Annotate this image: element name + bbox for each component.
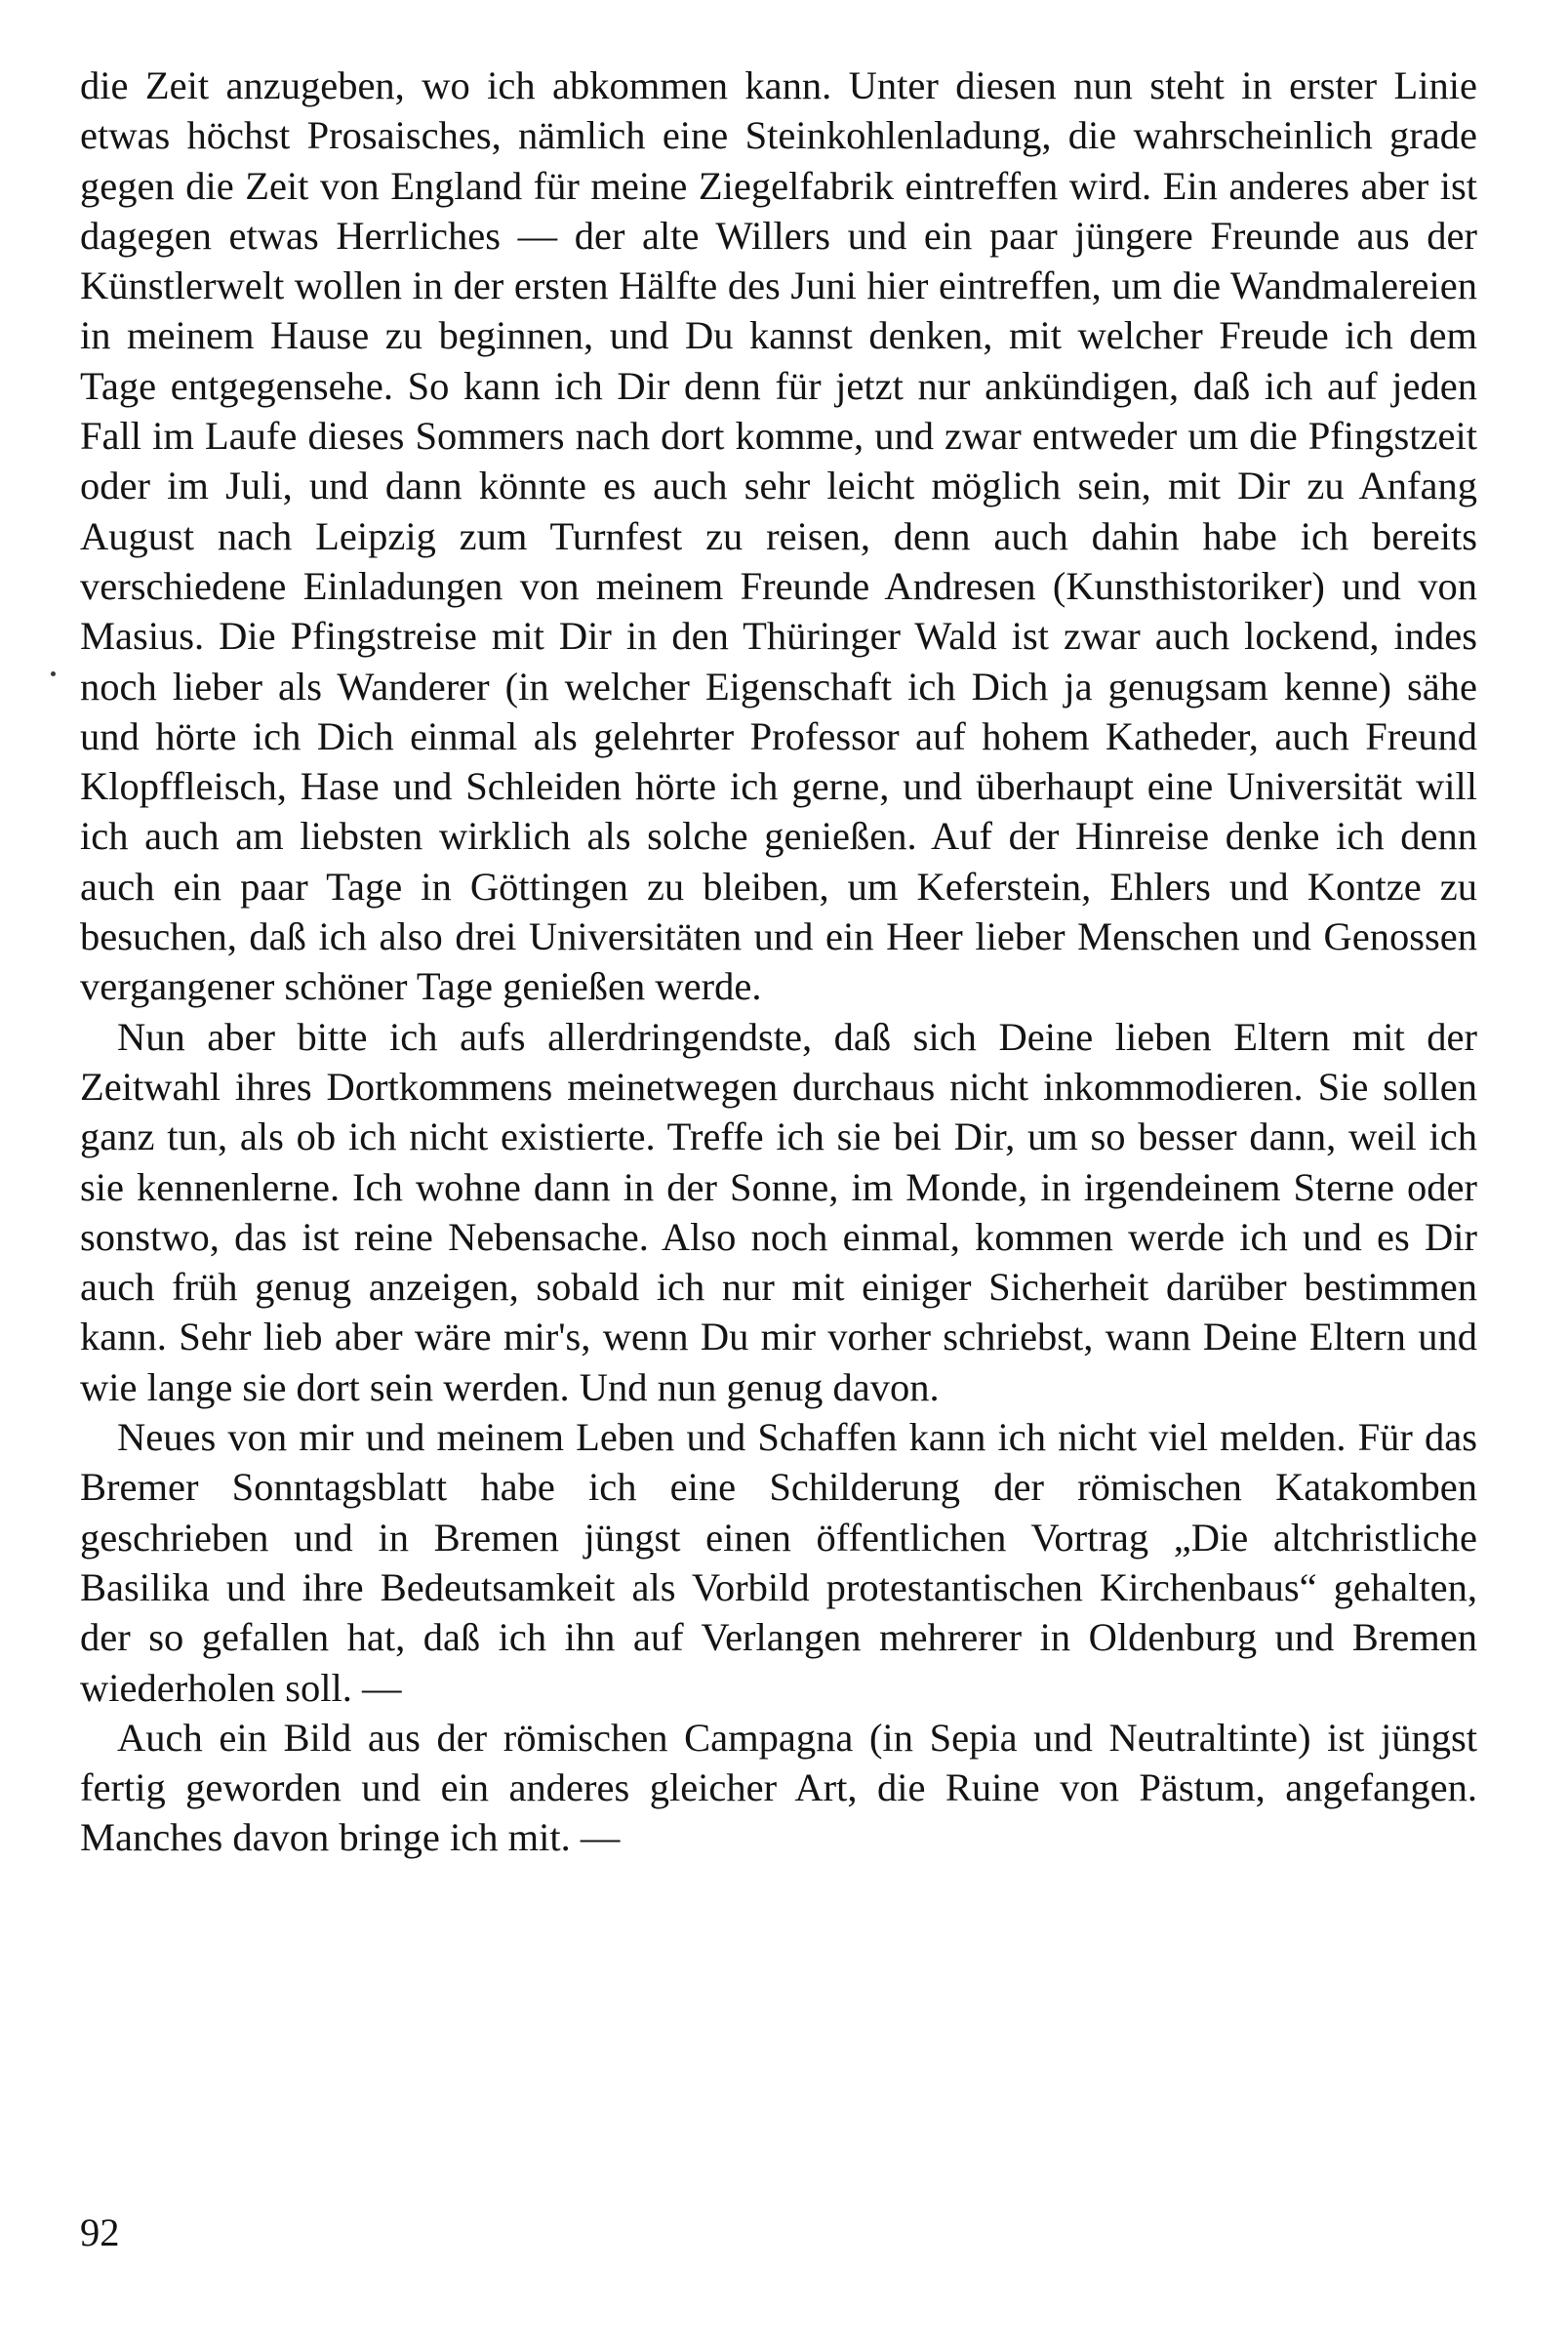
margin-dot <box>51 671 56 676</box>
paragraph-4: Auch ein Bild aus der römischen Campagna (in Sepia und Neutraltinte) ist jüngst fertig geworden und ein anderes gleicher Art, die Ruine von Pästum, angefangen. Manches davon bringe ich mit. — <box>80 1715 1477 1860</box>
paragraph-2: Nun aber bitte ich aufs allerdringendste, daß sich Deine lieben Eltern mit der Zeitwahl ihres Dortkommens meinetwegen durchaus nicht inkommodieren. Sie sollen ganz tun, als ob ich nicht existierte. Treffe ich sie bei Dir, um so besser dann, weil ich sie kennenlerne. Ich wohne dann in der Sonne, im Monde, in irgendeinem Sterne oder sonstwo, das ist reine Nebensache. Also noch einmal, kommen werde ich und es Dir auch früh genug anzeigen, sobald ich nur mit einiger Sicherheit darüber bestimmen kann. Sehr lieb aber wäre mir's, wenn Du mir vorher schriebst, wann Deine Eltern und wie lange sie dort sein werden. Und nun genug davon. <box>80 1014 1477 1409</box>
body-text <box>80 61 1477 1863</box>
page-number: 92 <box>80 2210 120 2254</box>
paragraph-3: Neues von mir und meinem Leben und Schaffen kann ich nicht viel melden. Für das Bremer Sonntagsblatt habe ich eine Schilderung der römischen Katakomben geschrieben und in Bremen jüngst einen öffentlichen Vortrag „Die altchristliche Basilika und ihre Bedeutsamkeit als Vorbild protestantischen Kirchenbaus“ gehalten, der so gefallen hat, daß ich ihn auf Verlangen mehrerer in Oldenburg und Bremen wiederholen soll. — <box>80 1415 1477 1710</box>
paragraph-1: die Zeit anzugeben, wo ich abkommen kann. Unter diesen nun steht in erster Linie etwas höchst Prosaisches, nämlich eine Steinkohlenladung, die wahrscheinlich grade gegen die Zeit von England für meine Ziegelfabrik eintreffen wird. Ein anderes aber ist dagegen etwas Herrliches — der alte Willers und ein paar jüngere Freunde aus der Künstlerwelt wollen in der ersten Hälfte des Juni hier eintreffen, um die Wandmalereien in meinem Hause zu beginnen, und Du kannst denken, mit welcher Freude ich dem Tage entgegensehe. So kann ich Dir denn für jetzt nur ankündigen, daß ich auf jeden Fall im Laufe dieses Sommers nach dort komme, und zwar entweder um die Pfingstzeit oder im Juli, und dann könnte es auch sehr leicht möglich sein, mit Dir zu Anfang August nach Leipzig zum Turnfest zu reisen, denn auch dahin habe ich bereits verschiedene Einladungen von meinem Freunde Andresen (Kunsthistoriker) und von Masius. Die Pfingstreise mit Dir in den Thüringer Wald ist zwar auch lockend, indes noch lieber als Wanderer (in welcher Eigenschaft ich Dich ja genugsam kenne) sähe und hörte ich Dich einmal als gelehrter Professor auf hohem Katheder, auch Freund Klopffleisch, Hase und Schleiden hörte ich gerne, und überhaupt eine Universität will ich auch am liebsten wirklich als solche genießen. Auf der Hinreise denke ich denn auch ein paar Tage in Göttingen zu bleiben, um Keferstein, Ehlers und Kontze zu besuchen, daß ich also drei Universitäten und ein Heer lieber Menschen und Genossen vergangener schöner Tage genießen werde. <box>80 63 1477 1009</box>
